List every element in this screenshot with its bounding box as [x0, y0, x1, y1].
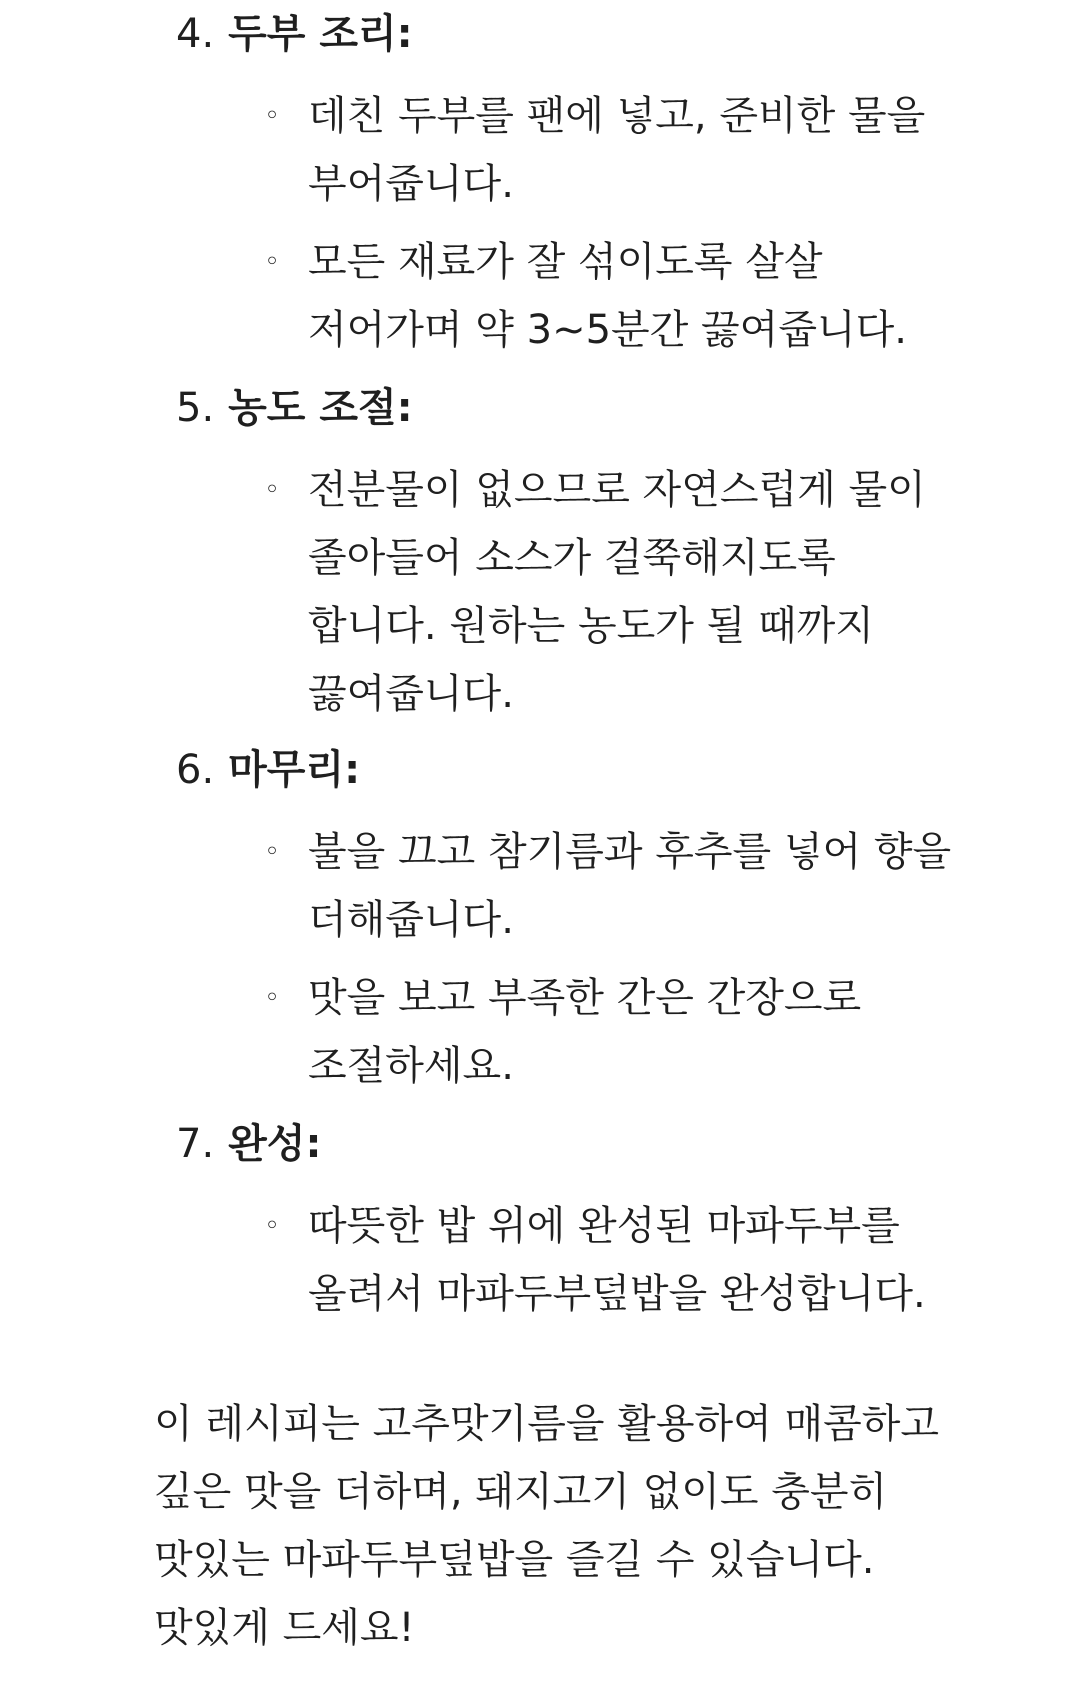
closing-paragraph: 이 레시피는 고추맛기름을 활용하여 매콤하고 깊은 맛을 더하며, 돼지고기 없이도 충분히 맛있는 마파두부덮밥을 즐길 수 있습니다. 맛있게 드세요! — [154, 1401, 940, 1651]
step-title: 마무리: — [228, 747, 361, 793]
step-number: 6. — [176, 747, 215, 793]
bullet-circle-icon: ◦ — [264, 475, 280, 505]
bullet-circle-icon: ◦ — [264, 983, 280, 1013]
bullet-text: 맛을 보고 부족한 간은 간장으로 조절하세요. — [308, 975, 862, 1089]
bullet-text: 따뜻한 밥 위에 완성된 마파두부를 올려서 마파두부덮밥을 완성합니다. — [308, 1203, 926, 1317]
step-title: 완성: — [228, 1121, 322, 1167]
step-number: 7. — [176, 1121, 215, 1167]
step-title: 농도 조절: — [228, 385, 413, 431]
bullet-circle-icon: ◦ — [264, 247, 280, 277]
step-number: 5. — [176, 385, 215, 431]
step-heading — [176, 1114, 321, 1174]
bullet-circle-icon: ◦ — [264, 101, 280, 131]
bullet-text: 전분물이 없으므로 자연스럽게 물이 졸아들어 소스가 걸쭉해지도록 합니다. 원하는 농도가 될 때까지 끓여줍니다. — [308, 467, 926, 717]
step-title: 두부 조리: — [228, 11, 413, 57]
bullet-circle-icon: ◦ — [264, 837, 280, 867]
step-number: 4. — [176, 11, 215, 57]
bullet-text: 모든 재료가 잘 섞이도록 살살 저어가며 약 3~5분간 끓여줍니다. — [308, 239, 907, 353]
bullet-text: 불을 끄고 참기름과 후추를 넣어 향을 더해줍니다. — [308, 829, 952, 943]
bullet-circle-icon: ◦ — [264, 1211, 280, 1241]
step-heading — [176, 378, 413, 438]
bullet-text: 데친 두부를 팬에 넣고, 준비한 물을 부어줍니다. — [308, 93, 926, 207]
step-heading — [176, 4, 413, 64]
step-heading — [176, 740, 360, 800]
